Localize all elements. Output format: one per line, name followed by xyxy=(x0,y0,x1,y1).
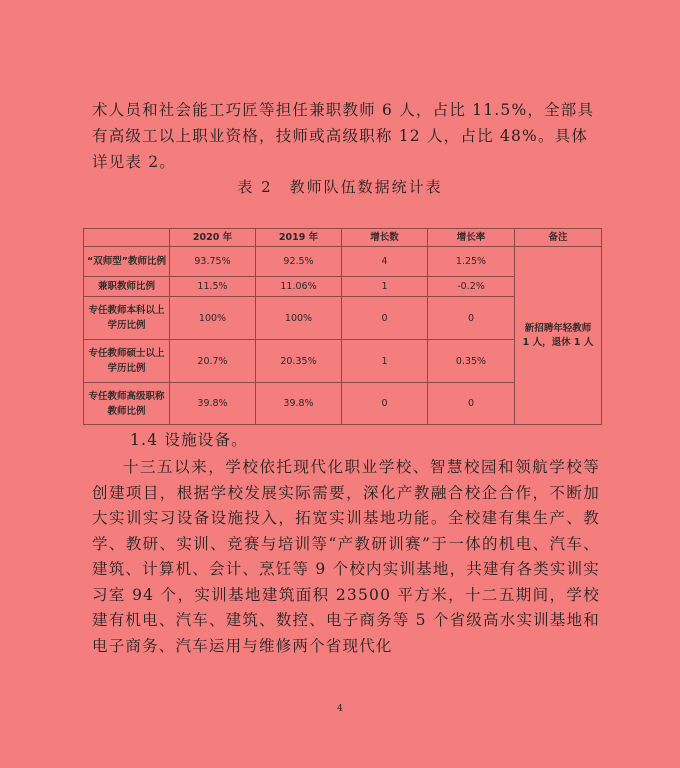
table-title: 表 2 教师队伍数据统计表 xyxy=(237,178,443,196)
paragraph-teacher-stats: 术人员和社会能工巧匠等担任兼职教师 6 人，占比 11.5%，全部具有高级工以上职业资格，技师或高级职称 12 人，占比 48%。具体详见表 2。 xyxy=(92,101,595,171)
cell-2019: 39.8% xyxy=(256,383,342,425)
cell-2020: 39.8% xyxy=(170,383,256,425)
cell-2019: 100% xyxy=(256,297,342,340)
table-row xyxy=(84,247,602,277)
cell-2019: 20.35% xyxy=(256,340,342,383)
cell-growth: 0 xyxy=(342,383,428,425)
cell-2019: 92.5% xyxy=(256,247,342,277)
cell-rate: 0 xyxy=(428,297,515,340)
cell-growth: 1 xyxy=(342,340,428,383)
row-label: 专任教师本科以上学历比例 xyxy=(84,297,170,340)
header-cell: 增长率 xyxy=(428,229,515,247)
cell-2019: 11.06% xyxy=(256,277,342,297)
header-cell: 增长数 xyxy=(342,229,428,247)
cell-rate: -0.2% xyxy=(428,277,515,297)
table-header-row xyxy=(84,229,602,247)
section-heading: 1.4 设施设备。 xyxy=(130,431,248,449)
cell-growth: 4 xyxy=(342,247,428,277)
row-label: “双师型”教师比例 xyxy=(84,247,170,277)
row-label: 专任教师硕士以上学历比例 xyxy=(84,340,170,383)
header-cell: 2019 年 xyxy=(256,229,342,247)
cell-2020: 20.7% xyxy=(170,340,256,383)
header-cell: 2020 年 xyxy=(170,229,256,247)
cell-growth: 0 xyxy=(342,297,428,340)
cell-2020: 93.75% xyxy=(170,247,256,277)
cell-2020: 100% xyxy=(170,297,256,340)
teacher-stats-table xyxy=(83,228,602,425)
cell-rate: 0.35% xyxy=(428,340,515,383)
header-cell: 备注 xyxy=(515,229,602,247)
cell-rate: 0 xyxy=(428,383,515,425)
paragraph-facilities: 十三五以来，学校依托现代化职业学校、智慧校园和领航学校等创建项目，根据学校发展实际需要，深化产教融合校企合作，不断加大实训实习设备设施投入，拓宽实训基地功能。全校建有集生产、教学、教研、实训、竞赛与培训等“产教研训赛”于一体的机电、汽车、建筑、计算机、会计、烹饪等 9 个校内实训基地，共建有各类实训实习室 94 个，实训基地建筑面积 23500 平方米，十二五期间，学校建有机电、汽车、建筑、数控、电子商务等 5 个省级高水实训基地和电子商务、汽车运用与维修两个省现代化 xyxy=(92,458,600,655)
cell-2020: 11.5% xyxy=(170,277,256,297)
cell-rate: 1.25% xyxy=(428,247,515,277)
cell-growth: 1 xyxy=(342,277,428,297)
note-cell: 新招聘年轻教师 1 人，退休 1 人 xyxy=(515,247,602,425)
row-label: 兼职教师比例 xyxy=(84,277,170,297)
header-cell xyxy=(84,229,170,247)
page-number: 4 xyxy=(337,704,343,714)
row-label: 专任教师高级职称教师比例 xyxy=(84,383,170,425)
